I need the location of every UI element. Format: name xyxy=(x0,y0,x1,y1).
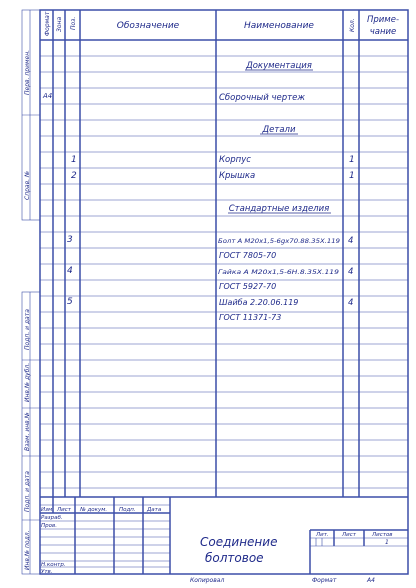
row-washer xyxy=(67,297,353,322)
tb-developed: Разраб. xyxy=(41,515,63,521)
header-format: Формат xyxy=(44,11,51,36)
margin-sign-date-2: Подп. и дата xyxy=(24,471,31,512)
tb-approved: Утв. xyxy=(41,569,53,575)
tb-sheets-value: 1 xyxy=(385,539,389,546)
row-washer-name-line2: ГОСТ 11371-73 xyxy=(219,313,282,322)
section-standard: Стандартные изделия xyxy=(228,204,330,214)
row-bolt xyxy=(67,235,353,260)
header-qty: Кол. xyxy=(349,18,356,32)
row-bolt-pos: 3 xyxy=(67,235,73,245)
row-bolt-name-line2: ГОСТ 7805-70 xyxy=(219,251,277,260)
row-cover-qty: 1 xyxy=(349,171,355,181)
margin-inv-dup: Инв.№ дубл. xyxy=(24,362,31,402)
tb-lit: Лит. xyxy=(316,532,329,538)
row-body-qty: 1 xyxy=(349,155,355,165)
tb-doc-no: № докум. xyxy=(80,507,108,513)
tb-sign: Подп. xyxy=(119,507,136,513)
row-assembly-name: Сборочный чертеж xyxy=(219,93,305,103)
row-washer-qty: 4 xyxy=(348,298,354,308)
row-nut-qty: 4 xyxy=(348,267,354,277)
table-horizontal-lines xyxy=(40,40,408,488)
row-body-name: Корпус xyxy=(219,155,251,165)
section-headings xyxy=(228,61,331,214)
row-body xyxy=(71,155,355,165)
row-assembly-format: А4 xyxy=(43,92,53,100)
row-cover xyxy=(71,171,355,181)
header-pos: Поз. xyxy=(70,16,77,30)
row-washer-pos: 5 xyxy=(67,297,73,307)
title-block xyxy=(40,497,408,584)
margin-ref-no: Справ. № xyxy=(24,170,31,200)
row-bolt-qty: 4 xyxy=(348,236,354,246)
tb-izm: Изм. xyxy=(41,507,54,513)
margin-swap-inv: Взам. инв.№ xyxy=(24,412,31,451)
tb-n-control: Н.контр. xyxy=(41,562,66,568)
row-nut-pos: 4 xyxy=(67,266,73,276)
table-header xyxy=(44,11,399,37)
section-documentation: Документация xyxy=(246,61,312,71)
header-note-line2: чание xyxy=(369,27,397,37)
header-zone: Зона xyxy=(56,16,63,32)
header-name: Наименование xyxy=(244,21,314,31)
tb-list: Лист xyxy=(57,507,71,513)
row-nut xyxy=(67,266,353,291)
tb-copied: Копировал xyxy=(190,577,225,584)
row-washer-name-line1: Шайба 2.20.06.119 xyxy=(219,298,299,307)
tb-checked: Пров. xyxy=(41,523,57,529)
margin-first-use: Перв. примен. xyxy=(24,49,31,95)
tb-sheet: Лист xyxy=(342,532,356,538)
tb-date: Дата xyxy=(147,507,162,513)
header-designation: Обозначение xyxy=(116,21,180,31)
tb-title-line2: болтовое xyxy=(205,551,264,565)
row-body-pos: 1 xyxy=(71,155,77,165)
tb-sheets: Листов xyxy=(372,532,393,538)
margin-inv-orig: Инв.№ подл. xyxy=(24,530,31,570)
section-parts: Детали xyxy=(262,125,296,135)
row-nut-name-line2: ГОСТ 5927-70 xyxy=(219,282,277,291)
tb-format-label: Формат xyxy=(312,577,337,584)
row-assembly-drawing xyxy=(42,92,305,103)
row-bolt-name-line1: Болт А М20х1,5-6gх70.88.35Х.119 xyxy=(218,238,340,245)
header-note-line1: Приме- xyxy=(366,15,400,25)
row-nut-name-line1: Гайка А М20х1,5-6Н.8.35Х.119 xyxy=(218,269,339,276)
margin-sign-date-1: Подп. и дата xyxy=(24,309,31,350)
tb-title-line1: Соединение xyxy=(200,535,278,549)
row-cover-name: Крышка xyxy=(219,171,256,181)
row-cover-pos: 2 xyxy=(71,171,77,181)
tb-format-value: А4 xyxy=(367,577,375,584)
